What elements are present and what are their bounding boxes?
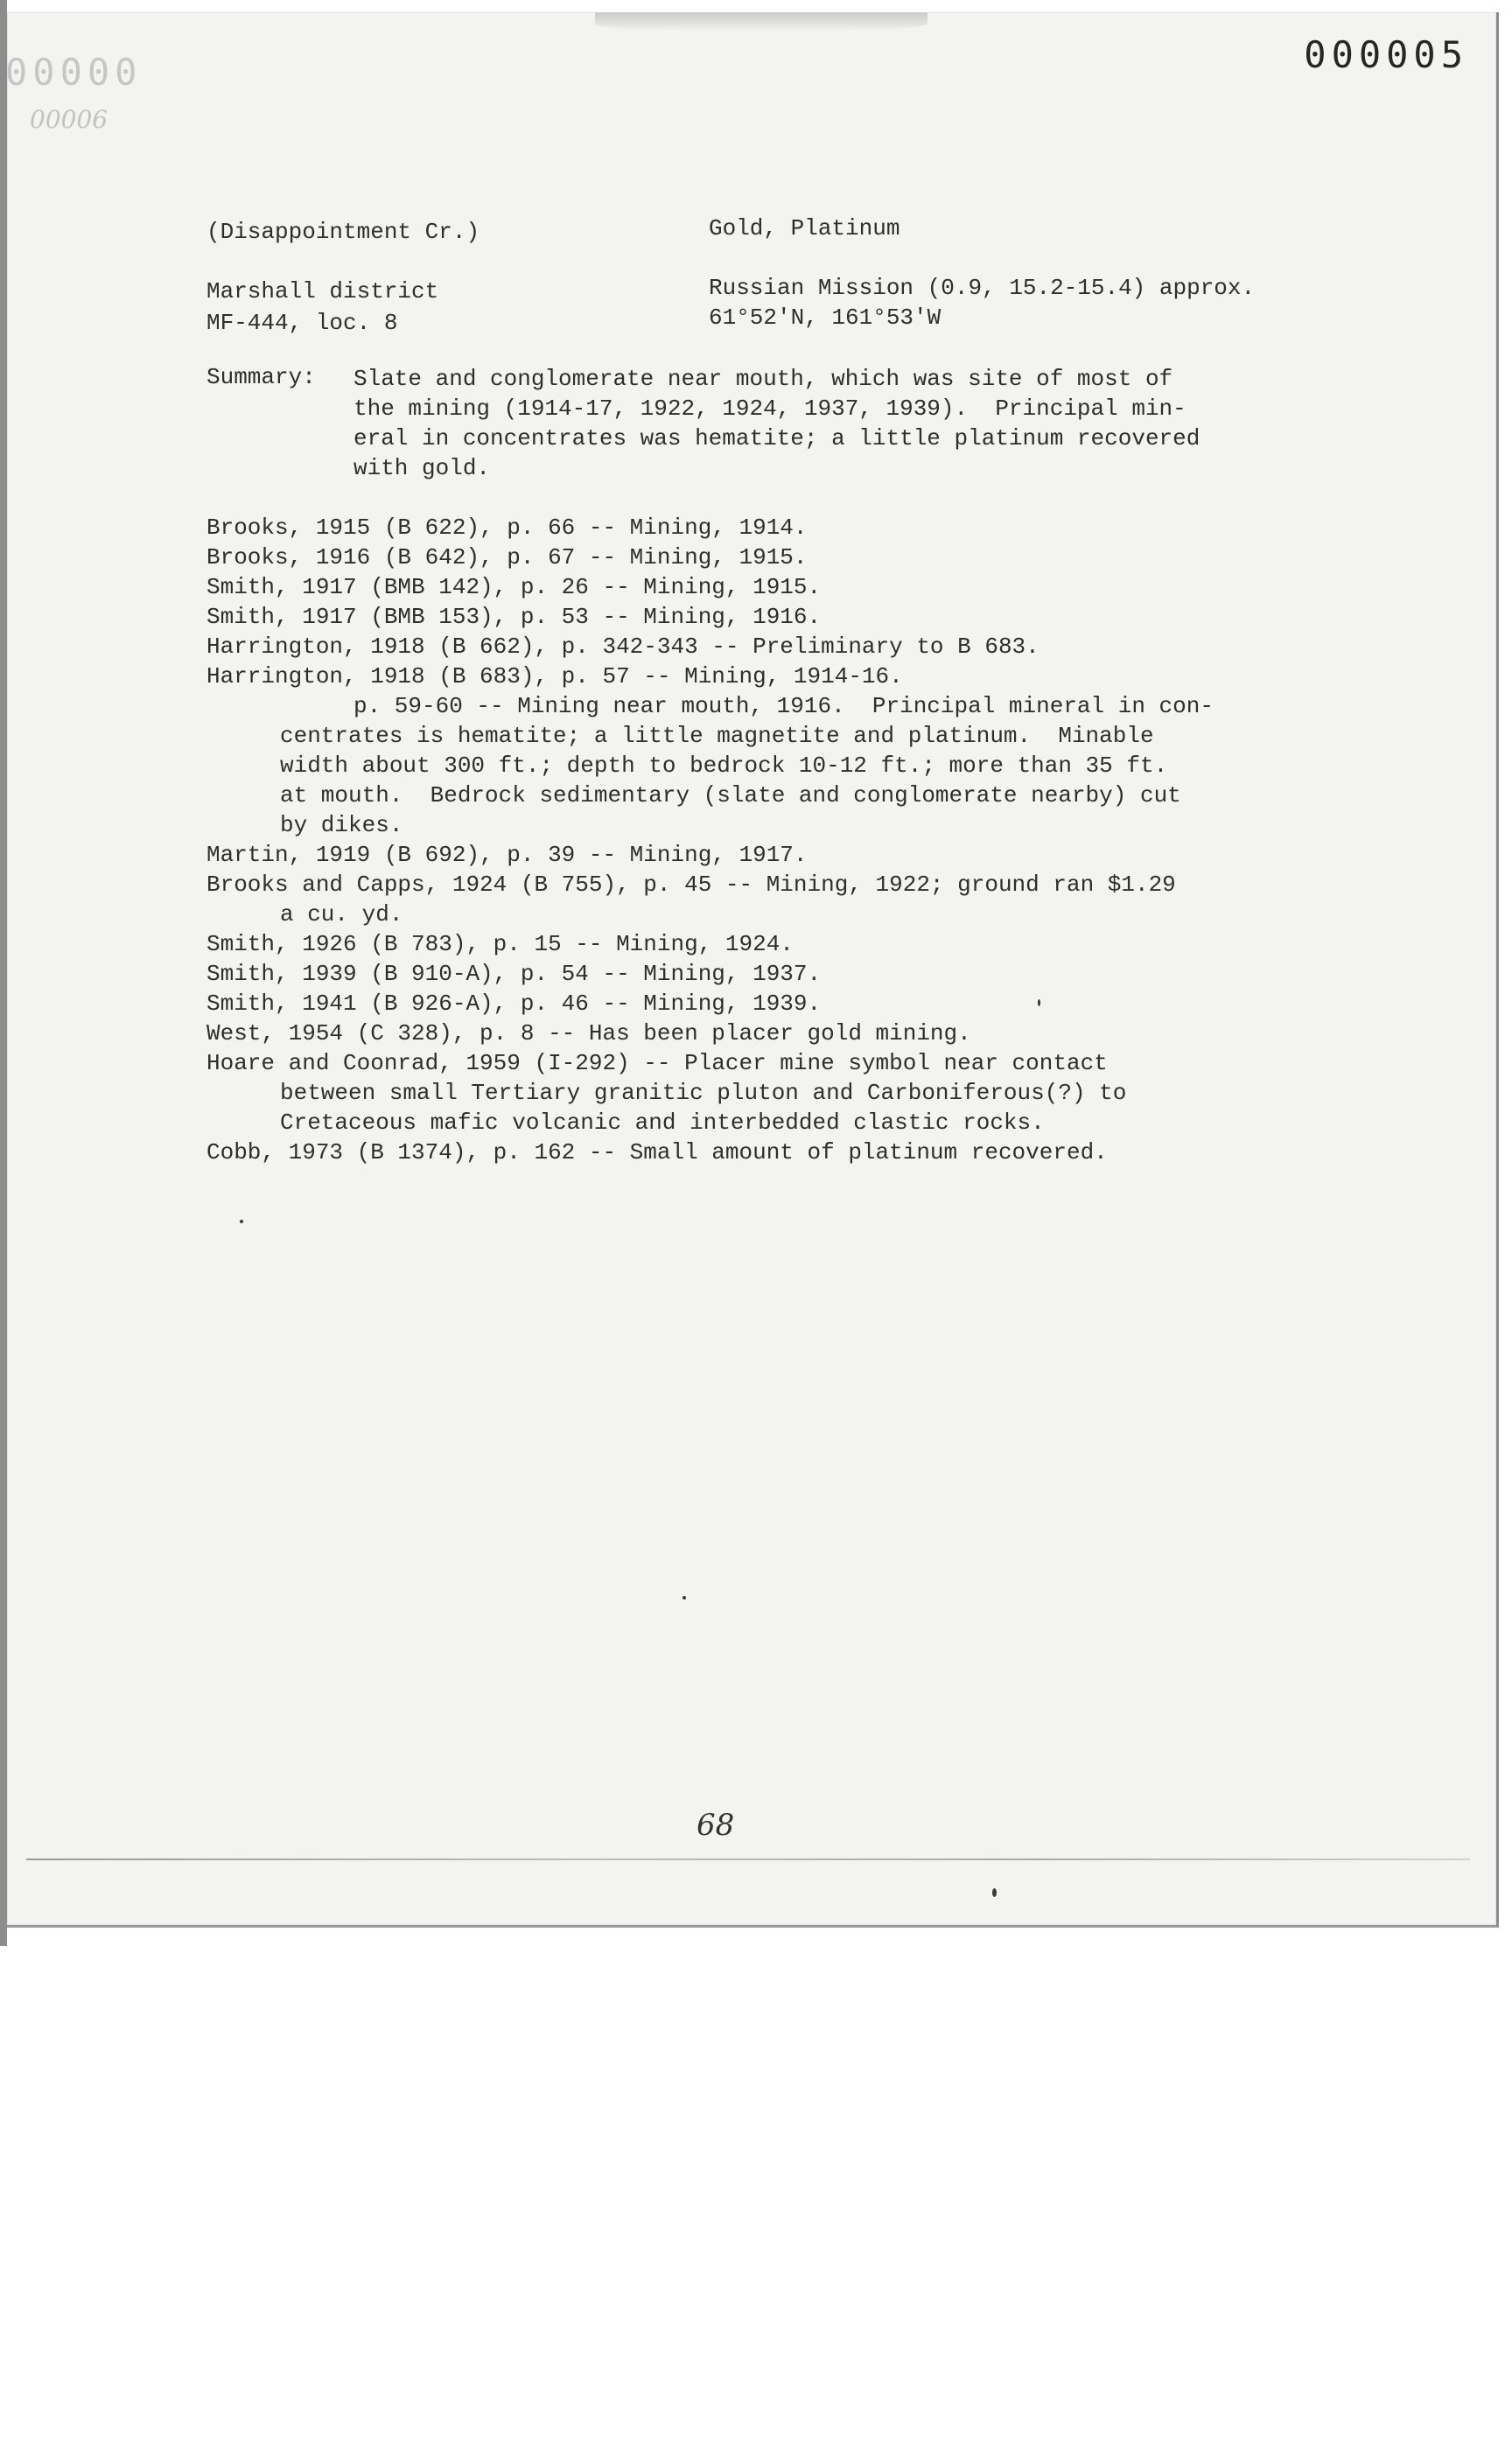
scan-speck xyxy=(1038,999,1040,1006)
scan-speck xyxy=(992,1888,997,1897)
reference-entry: Brooks, 1916 (B 642), p. 67 -- Mining, 1915. xyxy=(206,544,808,570)
bottom-rule xyxy=(26,1858,1470,1860)
quadrangle: Russian Mission (0.9, 15.2-15.4) approx. xyxy=(709,275,1256,301)
reference-entry: Smith, 1926 (B 783), p. 15 -- Mining, 1924. xyxy=(206,931,794,957)
reference-entry: Cobb, 1973 (B 1374), p. 162 -- Small amount of platinum recovered. xyxy=(206,1139,1108,1166)
ghost-handwriting: 00006 xyxy=(30,105,108,134)
reference-continuation: at mouth. Bedrock sedimentary (slate and conglomerate nearby) cut xyxy=(280,782,1181,808)
commodities: Gold, Platinum xyxy=(709,215,900,242)
reference-continuation: p. 59-60 -- Mining near mouth, 1916. Principal mineral in con- xyxy=(354,693,1214,719)
reference-entry: Martin, 1919 (B 692), p. 39 -- Mining, 1917. xyxy=(206,842,808,868)
scan-speck xyxy=(240,1220,243,1223)
reference-entry: Smith, 1941 (B 926-A), p. 46 -- Mining, 1939. xyxy=(206,990,822,1017)
reference-entry: Smith, 1917 (BMB 153), p. 53 -- Mining, 1916. xyxy=(206,604,822,630)
reference-entry: Smith, 1939 (B 910-A), p. 54 -- Mining, 1937. xyxy=(206,961,822,987)
reference-entry: Hoare and Coonrad, 1959 (I-292) -- Placer mine symbol near contact xyxy=(206,1050,1108,1076)
reference-entry: Brooks, 1915 (B 622), p. 66 -- Mining, 1914. xyxy=(206,514,808,541)
scan-shadow xyxy=(595,12,928,32)
summary-line: Slate and conglomerate near mouth, which was site of most of xyxy=(354,366,1173,392)
summary-line: eral in concentrates was hematite; a little platinum recovered xyxy=(354,425,1200,452)
coordinates: 61°52'N, 161°53'W xyxy=(709,304,942,331)
reference-continuation: between small Tertiary granitic pluton and Carboniferous(?) to xyxy=(280,1080,1127,1106)
reference-list xyxy=(206,513,1214,1167)
reference-entry: West, 1954 (C 328), p. 8 -- Has been placer gold mining. xyxy=(206,1020,971,1046)
reference-entry: Smith, 1917 (BMB 142), p. 26 -- Mining, 1915. xyxy=(206,574,822,600)
reference-continuation: width about 300 ft.; depth to bedrock 10-12 ft.; more than 35 ft. xyxy=(280,752,1168,779)
locality: (Disappointment Cr.) xyxy=(206,219,480,245)
reference-entry: Brooks and Capps, 1924 (B 755), p. 45 -- Mining, 1922; ground ran $1.29 xyxy=(206,872,1176,898)
document-number: 000005 xyxy=(1304,33,1468,76)
map-reference: MF-444, loc. 8 xyxy=(206,310,398,336)
reference-continuation: centrates is hematite; a little magnetite and platinum. Minable xyxy=(280,723,1154,749)
reference-continuation: a cu. yd. xyxy=(280,901,403,928)
summary-line: the mining (1914-17, 1922, 1924, 1937, 1939). Principal min- xyxy=(354,396,1186,422)
district: Marshall district xyxy=(206,278,439,304)
ghost-document-number: 00000 xyxy=(5,51,143,94)
page-number: 68 xyxy=(696,1808,735,1843)
reference-continuation: by dikes. xyxy=(280,812,403,838)
scan-left-edge xyxy=(0,0,7,1946)
reference-entry: Harrington, 1918 (B 662), p. 342-343 -- Preliminary to B 683. xyxy=(206,634,1040,660)
scan-speck xyxy=(682,1596,686,1600)
summary-line: with gold. xyxy=(354,455,491,481)
reference-continuation: Cretaceous mafic volcanic and interbedded clastic rocks. xyxy=(280,1110,1045,1136)
summary-text xyxy=(354,364,1316,483)
summary-label: Summary: xyxy=(206,364,316,390)
reference-entry: Harrington, 1918 (B 683), p. 57 -- Mining, 1914-16. xyxy=(206,663,903,690)
